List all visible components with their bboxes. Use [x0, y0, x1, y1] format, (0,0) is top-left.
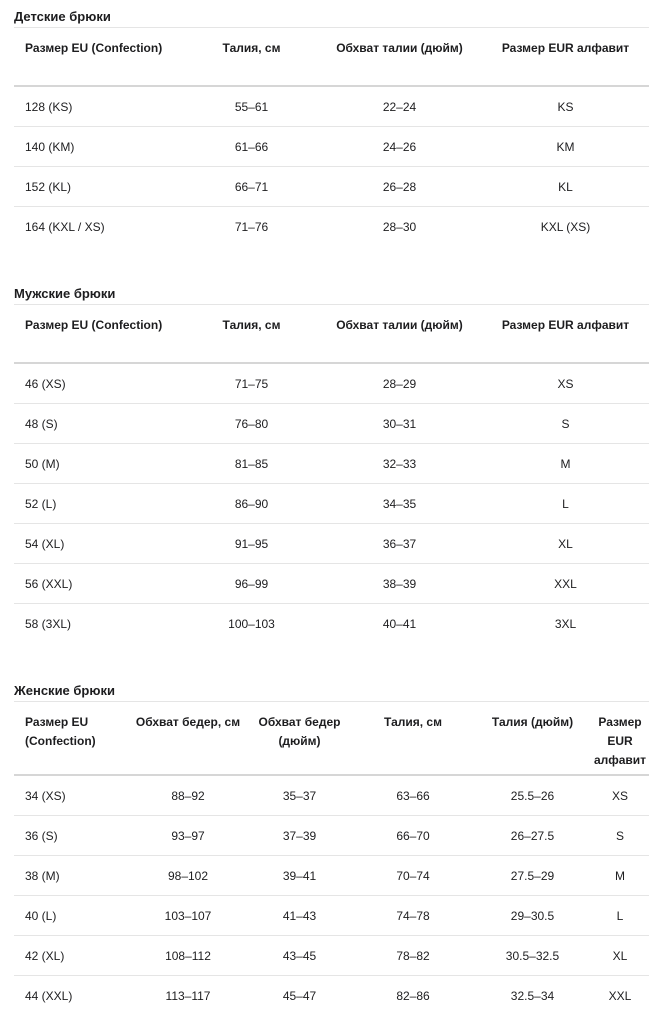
- table-cell: 34–35: [317, 484, 482, 524]
- table-cell: L: [591, 896, 649, 936]
- table-cell: 103–107: [129, 896, 247, 936]
- table-cell: 128 (KS): [14, 86, 186, 127]
- column-header: Талия (дюйм): [474, 702, 591, 776]
- table-row: [14, 936, 649, 976]
- table-cell: 50 (M): [14, 444, 186, 484]
- table-cell: 42 (XL): [14, 936, 129, 976]
- table-cell: 48 (S): [14, 404, 186, 444]
- column-header: Размер EU (Confection): [14, 305, 186, 364]
- table-cell: KL: [482, 167, 649, 207]
- kids-pants-section: [14, 7, 649, 246]
- table-cell: 32–33: [317, 444, 482, 484]
- kids-table-body: [14, 86, 649, 246]
- table-cell: 3XL: [554, 616, 577, 631]
- table-cell: 58 (3XL): [25, 616, 72, 631]
- table-cell: 96–99: [186, 564, 317, 604]
- table-cell: 61–66: [186, 127, 317, 167]
- table-cell: 46 (XS): [14, 363, 186, 404]
- table-cell: KM: [482, 127, 649, 167]
- kids-pants-title: Детские брюки: [14, 9, 111, 24]
- table-cell: 152 (KL): [14, 167, 186, 207]
- table-row: [14, 564, 649, 604]
- table-row: [14, 86, 649, 127]
- table-cell: XS: [591, 775, 649, 816]
- table-cell: 71–76: [234, 219, 269, 234]
- table-cell: 26–28: [317, 167, 482, 207]
- table-cell: 55–61: [186, 86, 317, 127]
- table-row: [14, 976, 649, 1016]
- table-cell: 27.5–29: [474, 856, 591, 896]
- table-row: [14, 775, 649, 816]
- table-cell: KXL (XS): [540, 219, 591, 234]
- table-cell: KS: [482, 86, 649, 127]
- table-cell: M: [591, 856, 649, 896]
- table-cell: 26–27.5: [474, 816, 591, 856]
- table-cell: 66–70: [352, 816, 474, 856]
- table-row: [14, 524, 649, 564]
- table-row: [14, 404, 649, 444]
- mens-pants-title: Мужские брюки: [14, 286, 116, 301]
- table-row: [14, 127, 649, 167]
- column-header: Обхват талии (дюйм): [317, 28, 482, 87]
- table-cell: XL: [591, 936, 649, 976]
- table-row: [14, 363, 649, 404]
- kids-table-header: [14, 28, 649, 87]
- table-cell: 40–41: [382, 616, 417, 631]
- table-cell: 45–47: [282, 988, 317, 1003]
- table-cell: 22–24: [317, 86, 482, 127]
- table-cell: 30–31: [317, 404, 482, 444]
- table-cell: 78–82: [352, 936, 474, 976]
- table-cell: 25.5–26: [474, 775, 591, 816]
- table-cell: 56 (XXL): [14, 564, 186, 604]
- table-cell: 76–80: [186, 404, 317, 444]
- table-cell: 41–43: [247, 896, 352, 936]
- table-cell: M: [482, 444, 649, 484]
- table-cell: L: [482, 484, 649, 524]
- table-row: [14, 444, 649, 484]
- table-row: [14, 896, 649, 936]
- table-cell: 66–71: [186, 167, 317, 207]
- column-header: Размер EUR алфавит: [591, 702, 649, 776]
- table-row: [14, 207, 649, 247]
- table-cell: 36–37: [317, 524, 482, 564]
- table-cell: S: [482, 404, 649, 444]
- table-cell: 39–41: [247, 856, 352, 896]
- table-cell: 70–74: [352, 856, 474, 896]
- table-cell: 71–75: [186, 363, 317, 404]
- table-cell: 54 (XL): [14, 524, 186, 564]
- table-cell: 38–39: [317, 564, 482, 604]
- table-row: [14, 604, 649, 644]
- table-cell: 32.5–34: [510, 988, 555, 1003]
- column-header: Размер EU (Confection): [14, 702, 129, 776]
- table-cell: 28–29: [317, 363, 482, 404]
- column-header: Талия, см: [186, 305, 317, 364]
- mens-table-body: [14, 363, 649, 643]
- table-cell: 38 (M): [14, 856, 129, 896]
- table-cell: XS: [482, 363, 649, 404]
- womens-size-table: [14, 701, 649, 1015]
- table-row: [14, 484, 649, 524]
- table-cell: 52 (L): [14, 484, 186, 524]
- table-row: [14, 816, 649, 856]
- table-cell: 43–45: [247, 936, 352, 976]
- column-header: Талия, см: [186, 28, 317, 87]
- table-cell: 29–30.5: [474, 896, 591, 936]
- table-cell: 140 (KM): [14, 127, 186, 167]
- table-cell: 113–117: [165, 988, 211, 1003]
- table-cell: 100–103: [228, 616, 275, 631]
- mens-size-table: [14, 304, 649, 643]
- table-cell: 98–102: [129, 856, 247, 896]
- womens-pants-section: [14, 681, 649, 1015]
- table-cell: 37–39: [247, 816, 352, 856]
- table-row: [14, 856, 649, 896]
- table-cell: 28–30: [382, 219, 417, 234]
- table-cell: 93–97: [129, 816, 247, 856]
- table-cell: 30.5–32.5: [474, 936, 591, 976]
- column-header: Размер EUR алфавит: [482, 28, 649, 87]
- table-cell: XXL: [608, 988, 632, 1003]
- mens-pants-section: [14, 284, 649, 643]
- table-cell: 34 (XS): [14, 775, 129, 816]
- table-cell: 91–95: [186, 524, 317, 564]
- table-cell: 164 (KXL / XS): [25, 219, 105, 234]
- column-header: Обхват бедер (дюйм): [247, 702, 352, 776]
- table-cell: 74–78: [352, 896, 474, 936]
- table-cell: 24–26: [317, 127, 482, 167]
- table-row: [14, 167, 649, 207]
- mens-table-header: [14, 305, 649, 364]
- womens-pants-title: Женские брюки: [14, 683, 115, 698]
- table-cell: 86–90: [186, 484, 317, 524]
- kids-size-table: [14, 27, 649, 246]
- table-cell: 40 (L): [14, 896, 129, 936]
- table-cell: 81–85: [186, 444, 317, 484]
- womens-table-header: [14, 702, 649, 776]
- table-cell: XXL: [482, 564, 649, 604]
- womens-table-body: [14, 775, 649, 1015]
- table-cell: 88–92: [129, 775, 247, 816]
- table-cell: 36 (S): [14, 816, 129, 856]
- table-cell: 82–86: [396, 988, 430, 1003]
- table-cell: S: [591, 816, 649, 856]
- column-header: Обхват талии (дюйм): [317, 305, 482, 364]
- table-cell: 108–112: [129, 936, 247, 976]
- column-header: Размер EUR алфавит: [482, 305, 649, 364]
- table-cell: 44 (XXL): [25, 988, 73, 1003]
- column-header: Обхват бедер, см: [129, 702, 247, 776]
- table-cell: 35–37: [247, 775, 352, 816]
- table-cell: XL: [482, 524, 649, 564]
- column-header: Талия, см: [352, 702, 474, 776]
- table-cell: 63–66: [352, 775, 474, 816]
- column-header: Размер EU (Confection): [14, 28, 186, 87]
